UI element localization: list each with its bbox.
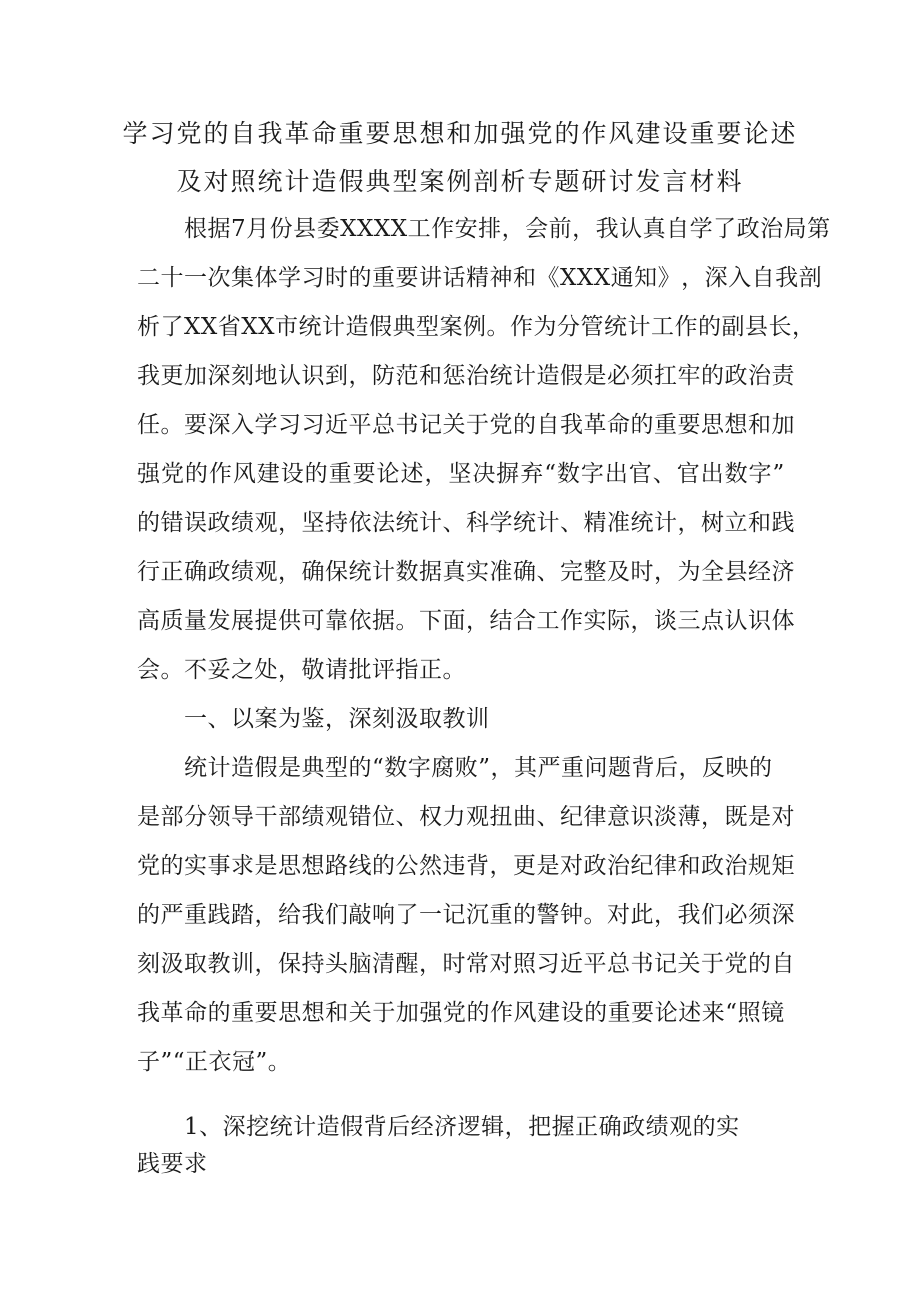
paragraph-2-line-1: 统计造假是典型的“数字腐败”，其严重问题背后，反映的 <box>184 755 773 781</box>
paragraph-1-line-2: 二 十 一 次 集 体 学 习 时 的 重 要 讲 话 精 神 和 《 XXX 通 知 》 ， 深 入 自 我 剖 <box>137 265 823 291</box>
paragraph-1-line-1: 根据7月份县委XXXX工作安排，会前，我认真自学了政治局第 <box>184 216 831 242</box>
document-title-line-2: 及对照统计造假典型案例剖析专题研讨发言材料 <box>176 167 744 196</box>
paragraph-1-line-7: 的 错 误 政 绩 观 ， 坚 持 依 法 统 计 、 科 学 统 计 、 精 准 统 计 ， 树 立 和 践 <box>137 510 795 536</box>
paragraph-1-line-4: 我 更 加 深 刻 地 认 识 到 ， 防 范 和 惩 治 统 计 造 假 是 必 须 扛 牢 的 政 治 责 <box>137 363 795 389</box>
paragraph-2-line-5: 刻 汲 取 教 训 ， 保 持 头 脑 清 醒 ， 时 常 对 照 习 近 平 总 书 记 关 于 党 的 自 <box>137 951 795 977</box>
paragraph-1-line-5: 任 。 要 深 入 学 习 习 近 平 总 书 记 关 于 党 的 自 我 革 命 的 重 要 思 想 和 加 <box>137 412 795 438</box>
document-title-line-1: 学习党的自我革命重要思想和加强党的作风建设重要论述 <box>122 119 798 148</box>
paragraph-1-line-6: 强 党 的 作 风 建 设 的 重 要 论 述 ， 坚 决 摒 弃 “ 数 字 出 官 、 官 出 数 字 ” <box>137 461 785 487</box>
paragraph-1-line-9: 高 质 量 发 展 提 供 可 靠 依 据 。 下 面 ， 结 合 工 作 实 际 ， 谈 三 点 认 识 体 <box>137 608 795 634</box>
paragraph-2-line-6: 我 革 命 的 重 要 思 想 和 关 于 加 强 党 的 作 风 建 设 的 重 要 论 述 来 “ 照 镜 <box>137 1000 785 1026</box>
paragraph-2-line-4: 的 严 重 践 踏 ， 给 我 们 敲 响 了 一 记 沉 重 的 警 钟 。 对 此 ， 我 们 必 须 深 <box>137 902 795 928</box>
paragraph-2-line-3: 党 的 实 事 求 是 思 想 路 线 的 公 然 违 背 ， 更 是 对 政 治 纪 律 和 政 治 规 矩 <box>137 853 795 879</box>
paragraph-2-line-2: 是 部 分 领 导 干 部 绩 观 错 位 、 权 力 观 扭 曲 、 纪 律 意 识 淡 薄 ， 既 是 对 <box>137 804 795 830</box>
paragraph-1-line-8: 行 正 确 政 绩 观 ， 确 保 统 计 数 据 真 实 准 确 、 完 整 及 时 ， 为 全 县 经 济 <box>137 559 795 585</box>
section-heading-1: 一、以案为鉴，深刻汲取教训 <box>184 706 490 732</box>
paragraph-1-line-3: 析 了 XX 省 XX 市 统 计 造 假 典 型 案 例 。 作 为 分 管 统 计 工 作 的 副 县 长 ， <box>137 314 816 340</box>
paragraph-2-line-7: 子”“正衣冠”。 <box>137 1049 292 1075</box>
subheading-1-line-1: 1、深挖统计造假背后经济逻辑，把握正确政绩观的实 <box>184 1114 740 1140</box>
subheading-1-line-2: 践要求 <box>137 1151 208 1177</box>
paragraph-1-line-10: 会。不妥之处，敬请批评指正。 <box>137 657 466 683</box>
